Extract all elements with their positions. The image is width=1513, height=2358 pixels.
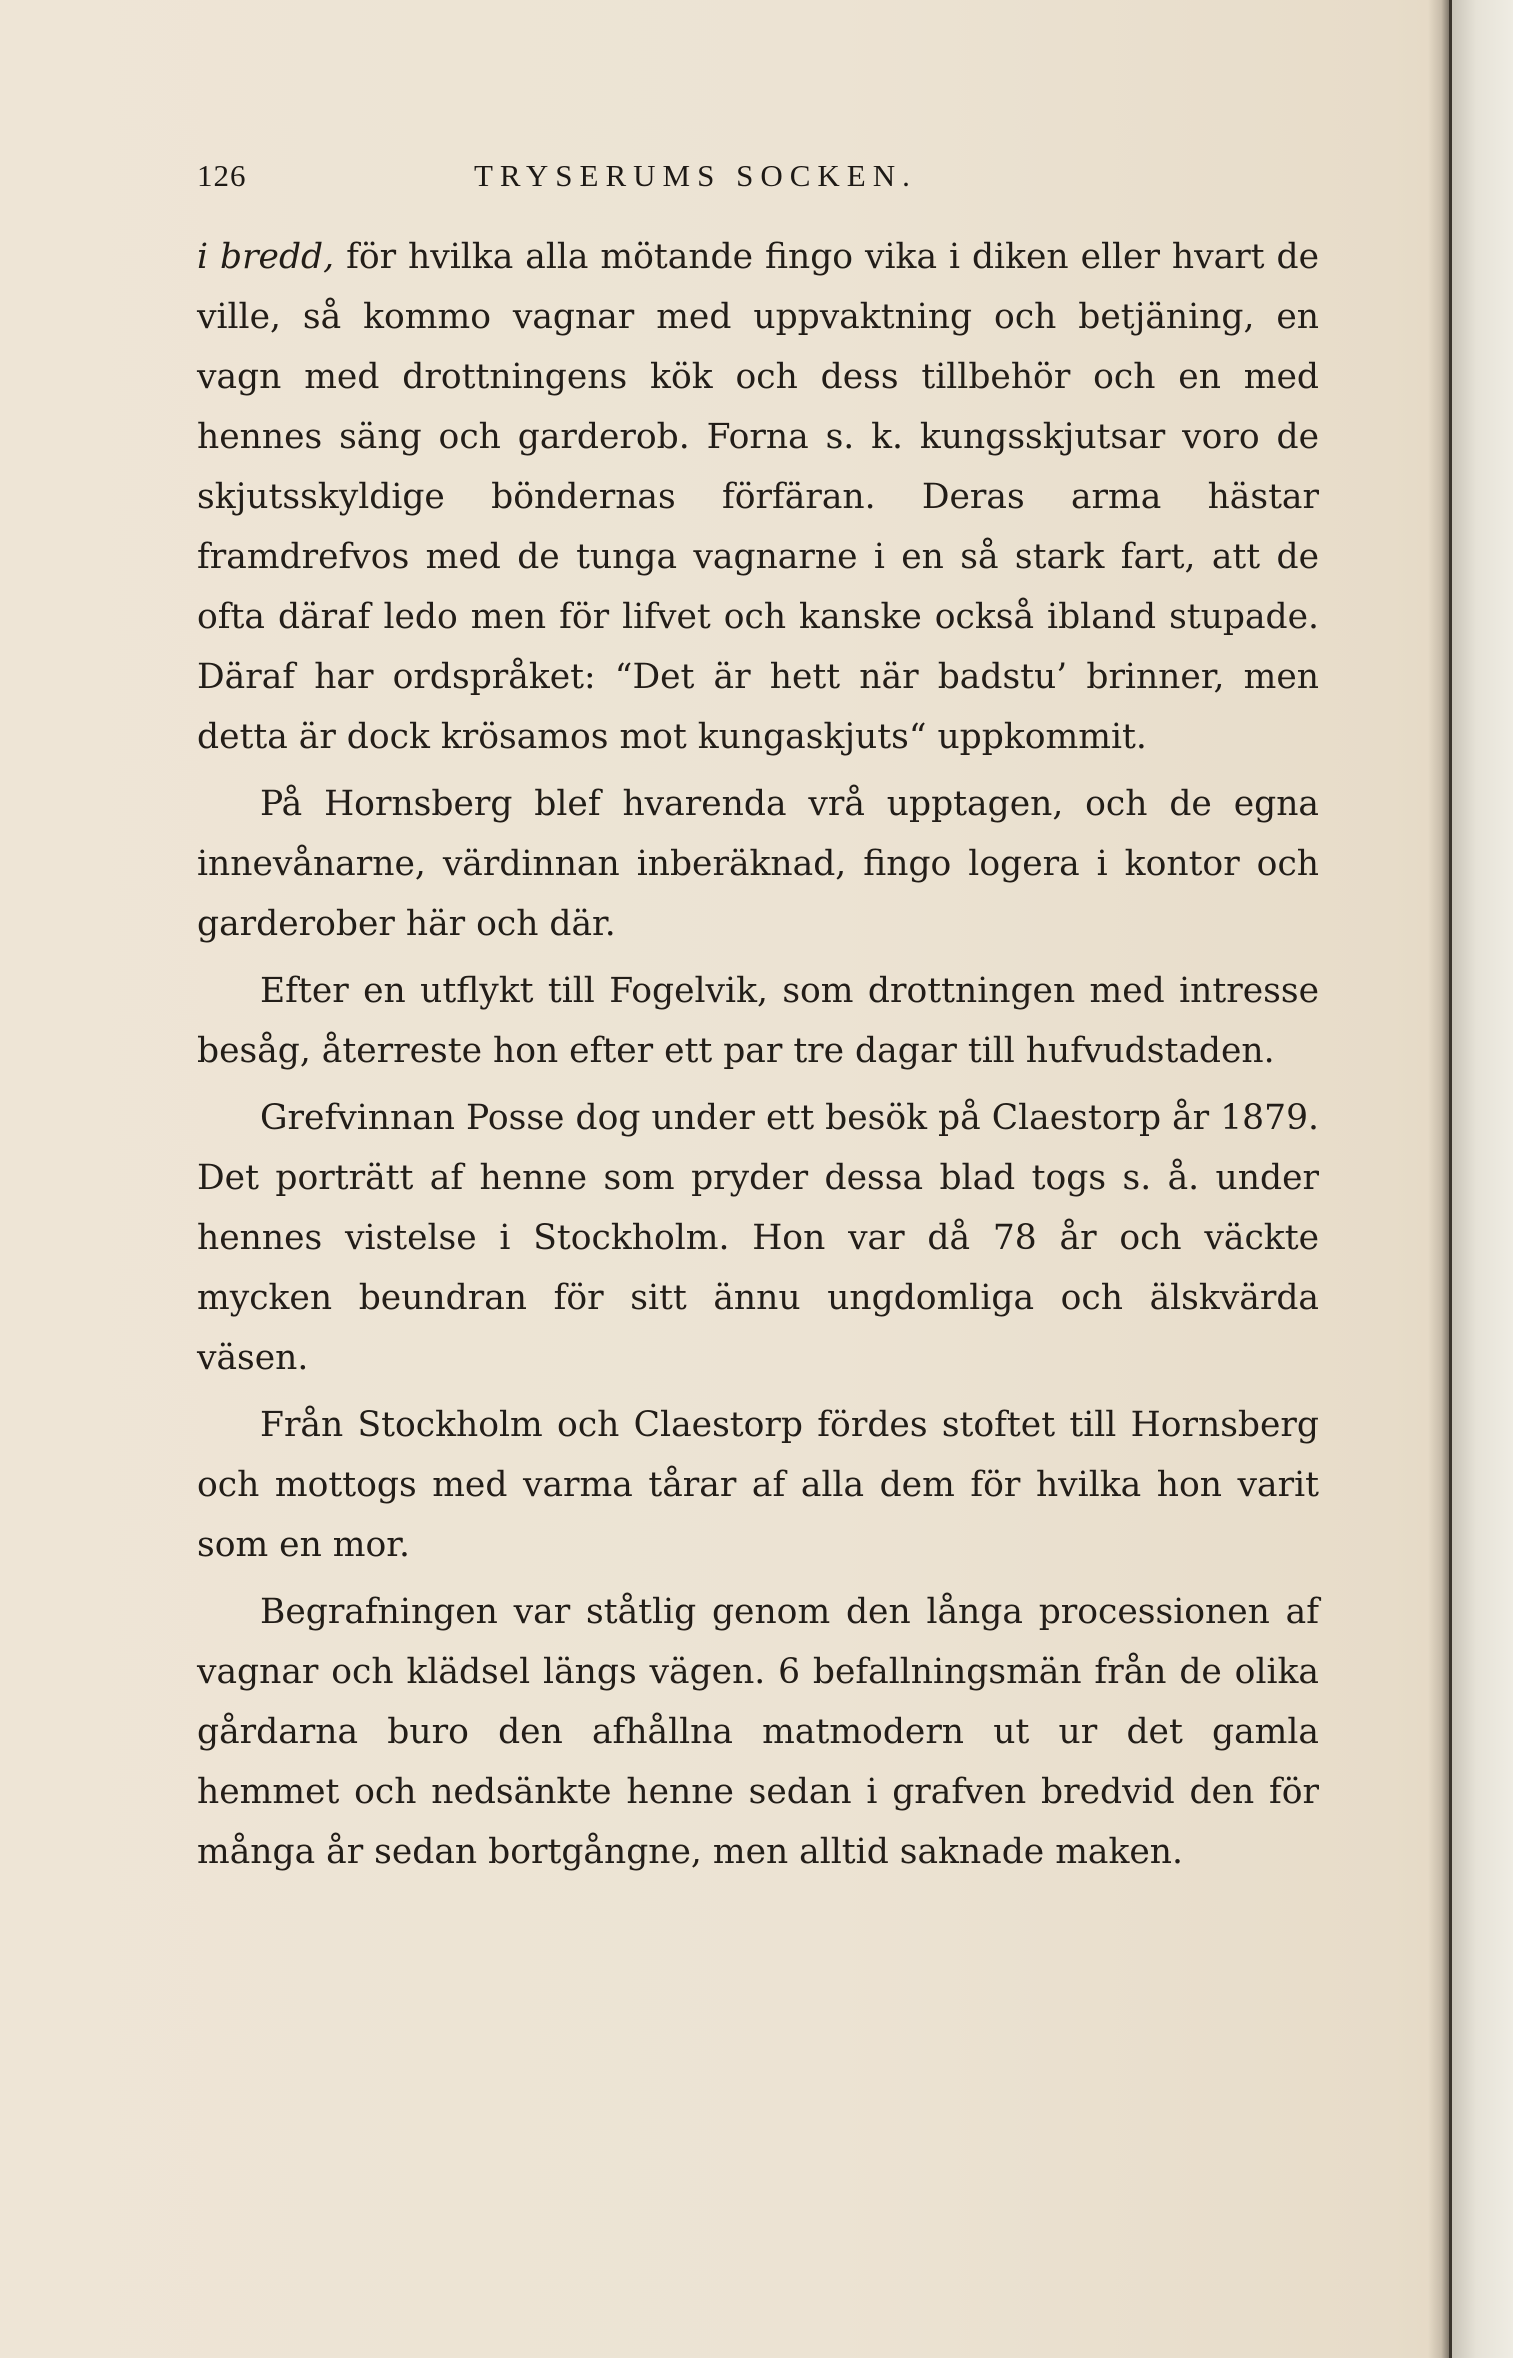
running-head: TRYSERUMS SOCKEN. [474, 158, 917, 193]
page-number: 126 [197, 158, 247, 193]
paragraph-5: Från Stockholm och Claestorp fördes stoftet till Hornsberg och mottogs med varma tårar af alla dem för hvilka hon varit som en mor. [197, 1405, 1319, 1565]
paragraph-4: Grefvinnan Posse dog under ett besök på Claestorp år 1879. Det porträtt af henne som pryder dessa blad togs s. å. under hennes vistelse i Stockholm. Hon var då 78 år och väckte mycken beundran för sitt ännu ungdomliga och älskvärda väsen. [197, 1098, 1319, 1378]
paragraph-1 [197, 227, 1319, 767]
paragraph-2: På Hornsberg blef hvarenda vrå upptagen, och de egna innevånarne, värdinnan inberäknad, fingo logera i kontor och garderober här och där. [197, 784, 1319, 944]
next-page-edge [1452, 0, 1513, 2358]
paragraph-3: Efter en utflykt till Fogelvik, som drottningen med intresse besåg, återreste hon efter ett par tre dagar till hufvudstaden. [197, 971, 1319, 1071]
page-header [197, 158, 1037, 198]
paragraph-1-text: för hvilka alla mötande fingo vika i diken eller hvart de ville, så kommo vagnar med uppvaktning och betjäning, en vagn med drottningens kök och dess tillbehör och en med hennes säng och garderob. Forna s. k. kungsskjutsar voro de skjutsskyldige böndernas förfäran. Deras arma hästar framdrefvos med de tunga vagnarne i en så stark fart, att de ofta däraf ledo men för lifvet och kanske också ibland stupade. Däraf har ordspråket: “Det är hett när badstu’ brinner, men detta är dock krösamos mot kungaskjuts“ uppkommit. [197, 237, 1319, 757]
body-text [197, 227, 1319, 1882]
gutter-shadow [1428, 0, 1450, 2358]
italic-lead: i bredd, [197, 237, 335, 277]
paragraph-6: Begrafningen var ståtlig genom den långa processionen af vagnar och klädsel längs vägen. 6 befallningsmän från de olika gårdarna buro den afhållna matmodern ut ur det gamla hemmet och nedsänkte henne sedan i grafven bredvid den för många år sedan bortgångne, men alltid saknade maken. [197, 1592, 1319, 1872]
